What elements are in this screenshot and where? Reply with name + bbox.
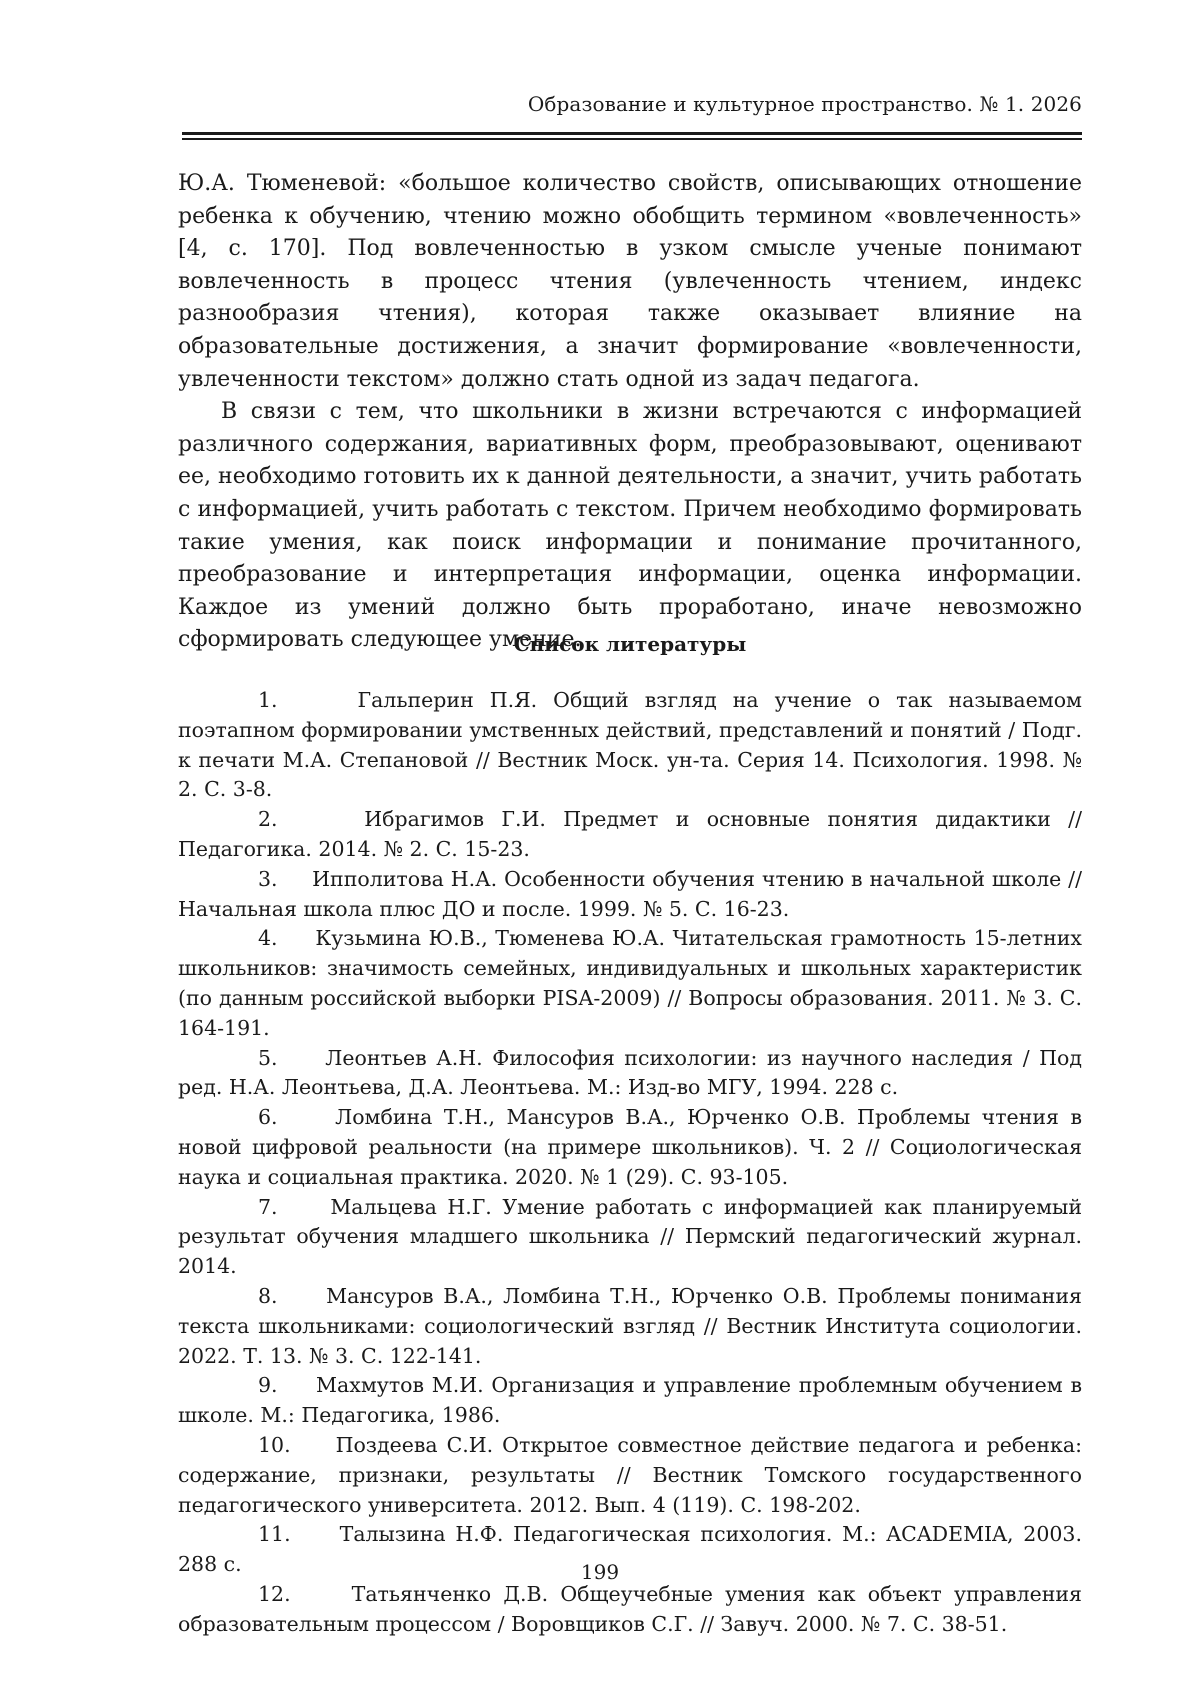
reference-text: Талызина Н.Ф. Педагогическая психология. М.: ACADEMIA, 2003. 288 с. — [178, 1522, 1082, 1577]
running-header: Образование и культурное пространство. № 1. 2026 — [527, 92, 1082, 116]
body-text — [178, 168, 1082, 657]
reference-number: 9. — [258, 1373, 278, 1398]
header-rule-thick — [182, 132, 1082, 135]
reference-text: Леонтьев А.Н. Философия психологии: из научного наследия / Под ред. Н.А. Леонтьева, Д.А. Леонтьева. М.: Изд-во МГУ, 1994. 228 с. — [178, 1045, 1082, 1100]
reference-item — [178, 1193, 1082, 1282]
reference-number: 1. — [258, 688, 278, 712]
reference-number: 10. — [258, 1432, 291, 1457]
reference-item — [178, 805, 1082, 865]
reference-number: 11. — [258, 1522, 291, 1547]
references-list — [178, 686, 1082, 1640]
reference-text: Поздеева С.И. Открытое совместное действие педагога и ребенка: содержание, признаки, результаты // Вестник Томского государственного педагогического университета. 2012. Вып. 4 (119). С. 198-202. — [178, 1432, 1082, 1517]
reference-item — [178, 686, 1082, 805]
reference-number: 12. — [258, 1581, 291, 1606]
reference-text: Мансуров В.А., Ломбина Т.Н., Юрченко О.В. Проблемы понимания текста школьниками: социологический взгляд // Вестник Института социологии. 2022. Т. 13. № 3. С. 122-141. — [178, 1283, 1082, 1368]
reference-item — [178, 1580, 1082, 1640]
reference-item — [178, 1103, 1082, 1192]
reference-item — [178, 1371, 1082, 1431]
reference-text: Махмутов М.И. Организация и управление проблемным обучением в школе. М.: Педагогика, 1986. — [178, 1373, 1082, 1428]
reference-item — [178, 865, 1082, 925]
body-paragraph: Ю.А. Тюменевой: «большое количество свойств, описывающих отношение ребенка к обучению, чтению можно обобщить термином «вовлеченность» [4, с. 170]. Под вовлеченностью в узком смысле ученые понимают вовлеченность в процесс чтения (увлеченность чтением, индекс разнообразия чтения), которая также оказывает влияние на образовательные достижения, а значит формирование «вовлеченности, увлеченности текстом» должно стать одной из задач педагога. — [178, 171, 1082, 392]
reference-text: Мальцева Н.Г. Умение работать с информацией как планируемый результат обучения младшего школьника // Пермский педагогический журнал. 2014. — [178, 1194, 1082, 1279]
reference-text: Ипполитова Н.А. Особенности обучения чтению в начальной школе // Начальная школа плюс ДО и после. 1999. № 5. С. 16-23. — [178, 866, 1082, 921]
reference-text: Ломбина Т.Н., Мансуров В.А., Юрченко О.В. Проблемы чтения в новой цифровой реальности (на примере школьников). Ч. 2 // Социологическая наука и социальная практика. 2020. № 1 (29). С. 93-105. — [178, 1105, 1082, 1189]
header-rule-thin — [182, 138, 1082, 140]
reference-number: 4. — [258, 926, 278, 951]
reference-text: Кузьмина Ю.В., Тюменева Ю.А. Читательская грамотность 15-летних школьников: значимость семейных, индивидуальных и школьных характеристик (по данным российской выборки PISA-2009) // Вопросы образования. 2011. № 3. С. 164-191. — [178, 926, 1082, 1040]
reference-text: Гальперин П.Я. Общий взгляд на учение о так называемом поэтапном формировании умственных действий, представлений и понятий / Подг. к печати М.А. Степановой // Вестник Моск. ун-та. Серия 14. Психология. 1998. № 2. С. 3-8. — [178, 688, 1082, 802]
reference-number: 6. — [258, 1105, 278, 1130]
reference-number: 5. — [258, 1045, 278, 1070]
references-title: Список литературы — [513, 632, 747, 656]
reference-item — [178, 924, 1082, 1043]
reference-number: 8. — [258, 1283, 278, 1308]
reference-number: 2. — [258, 807, 278, 832]
reference-item — [178, 1431, 1082, 1520]
reference-number: 7. — [258, 1194, 278, 1219]
reference-item — [178, 1282, 1082, 1371]
reference-text: Ибрагимов Г.И. Предмет и основные понятия дидактики // Педагогика. 2014. № 2. С. 15-23. — [178, 807, 1082, 861]
reference-item — [178, 1044, 1082, 1104]
reference-number: 3. — [258, 866, 278, 891]
body-paragraph: В связи с тем, что школьники в жизни встречаются с информацией различного содержания, вариативных форм, преобразовывают, оценивают ее, необходимо готовить их к данной деятельности, а значит, учить работать с информацией, учить работать с текстом. Причем необходимо формировать такие умения, как поиск информации и понимание прочитанного, преобразование и интерпретация информации, оценка информации. Каждое из умений должно быть проработано, иначе невозможно сформировать следующее умение. — [178, 399, 1082, 653]
page-number: 199 — [580, 1560, 620, 1584]
reference-text: Татьянченко Д.В. Общеучебные умения как объект управления образовательным процессом / Воровщиков С.Г. // Завуч. 2000. № 7. С. 38-51. — [178, 1581, 1082, 1636]
